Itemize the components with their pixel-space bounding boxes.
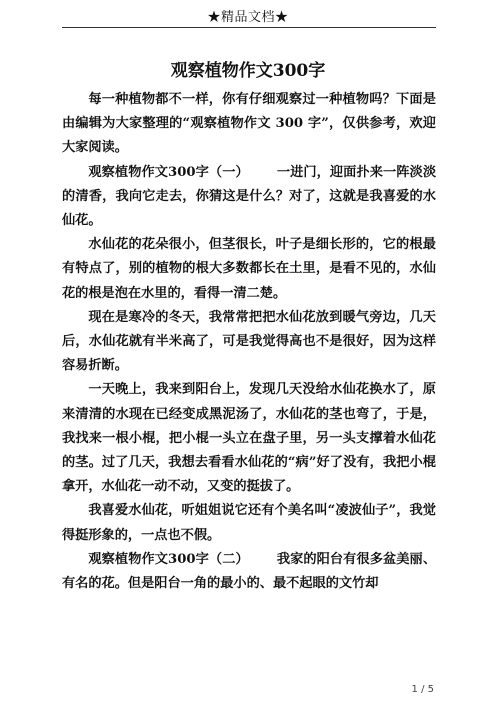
paragraph-text: 我喜爱水仙花，听姐姐说它还有个美名叫“凌波仙子”，我觉得挺形象的，一点也不假。	[62, 503, 436, 543]
paragraph	[62, 499, 436, 547]
paragraph-text: 我家的阳台有很多盆美丽、有名的花。但是阳台一角的最小的、最不起眼的文竹却	[62, 551, 437, 592]
page-number: 1 / 5	[411, 684, 434, 695]
paragraph-text: 一天晚上，我来到阳台上，发现几天没给水仙花换水了，原来清清的水现在已经变成黑泥汤了，水仙花的茎也弯了，于是，我找来一根小棍，把小棍一头立在盘子里，另一头支撑着水仙花的茎。过了几天，我想去看看水仙花的“病”好了没有，我把小棍拿开，水仙花一动不动，又变的挺拔了。	[62, 382, 436, 495]
paragraph-text: 每一种植物都不一样，你有仔细观察过一种植物吗？下面是由编辑为大家整理的“观察植物作文 300 字”，仅供参考，欢迎大家阅读。	[62, 92, 436, 156]
document-title: 观察植物作文300字	[170, 61, 326, 81]
paragraph-text: 水仙花的花朵很小，但茎很长，叶子是细长形的，它的根最有特点了，别的植物的根大多数都长在土里，是看不见的，水仙花的根是泡在水里的，看得一清二楚。	[62, 237, 436, 301]
paragraph	[62, 378, 436, 499]
header-divider	[62, 27, 436, 28]
paragraph-section-2	[62, 548, 436, 596]
paragraph-text: 现在是寒冷的冬天，我常常把把水仙花放到暖气旁边，几天后，水仙花就有半米高了，可是我觉得高也不是很好，因为这样容易折断。	[62, 309, 436, 374]
paragraph-section-1	[62, 161, 436, 234]
paragraph-intro	[62, 88, 436, 161]
section-heading: 观察植物作文300字（二）	[88, 551, 277, 567]
document-body	[62, 88, 436, 596]
paragraph	[62, 306, 436, 379]
section-heading: 观察植物作文300字（一）	[88, 164, 277, 180]
paragraph	[62, 233, 436, 306]
paragraph-text: 一进门，迎面扑来一阵淡淡的清香，我向它走去，你猜这是什么？对了，这就是我喜爱的水仙花。	[62, 164, 437, 229]
page-header: ★精品文档★	[207, 10, 289, 25]
